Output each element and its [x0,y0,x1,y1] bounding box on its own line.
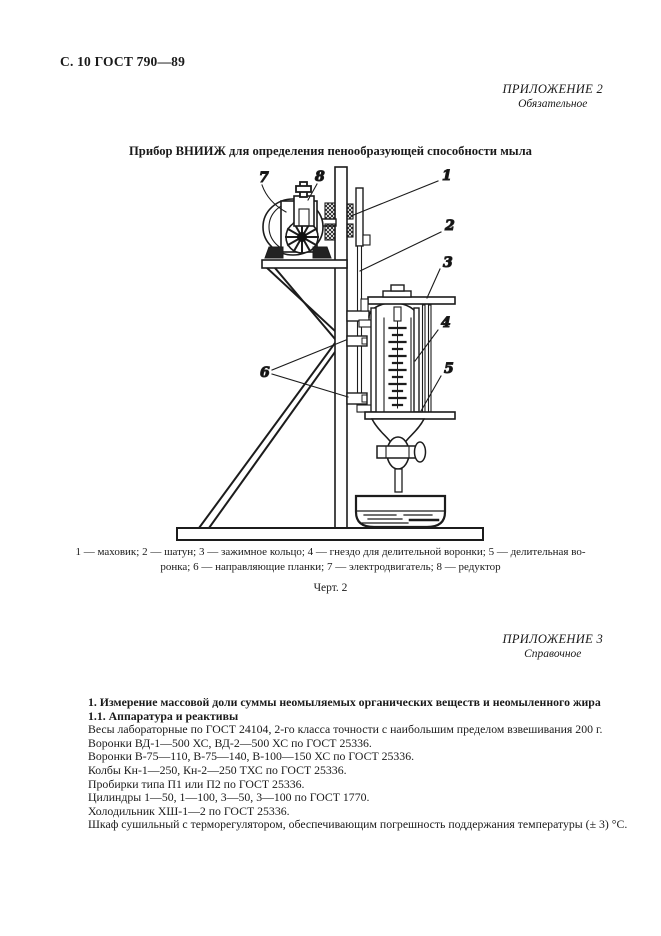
subsection-heading: 1.1. Аппаратура и реактивы [88,708,239,723]
reagent-line: Весы лабораторные по ГОСТ 24104, 2-го класса точности с наибольшим пределом взвешивания 200 г. [88,722,603,737]
reagent-line: Шкаф сушильный с терморегулятором, обеспечивающим погрешность поддержания температуры (± 3) °С. [88,817,628,832]
callout-5: 5 [444,361,454,377]
reagent-line: Воронки В-75—110, В-75—140, В-100—150 ХС по ГОСТ 25336. [88,749,415,764]
page-header: С. 10 ГОСТ 790—89 [60,54,186,69]
cage-bar-right [414,308,419,412]
motor-foot-left [265,247,283,258]
appendix2-subtitle: Обязательное [518,98,588,110]
motor-shelf [262,260,347,268]
stopcock [377,437,426,469]
clamping-ring [368,297,455,304]
reagent-line: Цилиндры 1—50, 1—100, 3—50, 3—100 по ГОСТ 1770. [88,790,370,805]
appendix2-title: ПРИЛОЖЕНИЕ 2 [502,82,603,96]
callout-2: 2 [445,218,455,234]
appendix3-heading [503,632,603,660]
reagent-line: Колбы Кн-1—250, Кн-2—250 ТХС по ГОСТ 25336. [88,762,347,777]
callout-3: 3 [443,255,453,271]
figure-title: Прибор ВНИИЖ для определения пенообразующей способности мыла [129,144,532,158]
section-heading: 1. Измерение массовой доли суммы неомыляемых органических веществ и неомыленного жира [88,695,601,709]
callout-7: 7 [259,170,269,186]
dish [356,496,445,527]
figure-caption-line1: 1 — маховик; 2 — шатун; 3 — зажимное кольцо; 4 — гнездо для делительной воронки; 5 — делительная во- [75,546,586,558]
reagent-line: Воронки ВД-1—500 ХС, ВД-2—500 ХС по ГОСТ 25336. [88,735,372,750]
reducer-box [294,196,314,226]
figure-number: Черт. 2 [313,582,348,594]
stand-column [335,167,347,528]
base-plate [177,528,483,540]
reagent-line: Пробирки типа П1 или П2 по ГОСТ 25336. [88,776,305,791]
cage-bar-left [371,308,376,412]
callout-6: 6 [260,365,270,381]
figure-caption [0,545,661,575]
callout-4: 4 [441,315,451,331]
funnel-bottom-plate [365,412,455,419]
appendix3-content [88,695,628,832]
stopcock-knob [415,442,426,462]
figure-caption-line2: ронка; 6 — направляющие планки; 7 — электродвигатель; 8 — редуктор [160,561,501,573]
motor-foot-right [313,247,331,258]
funnel-stem [395,469,402,492]
callout-8: 8 [315,169,325,185]
appendix3-title: ПРИЛОЖЕНИЕ 3 [502,632,603,646]
funnel-graduations [390,321,406,408]
appendix3-subtitle: Справочное [524,648,582,660]
reagent-line: Холодильник ХШ-1—2 по ГОСТ 25336. [88,803,290,818]
callout-1: 1 [442,168,452,184]
clamp-knob [383,291,411,297]
